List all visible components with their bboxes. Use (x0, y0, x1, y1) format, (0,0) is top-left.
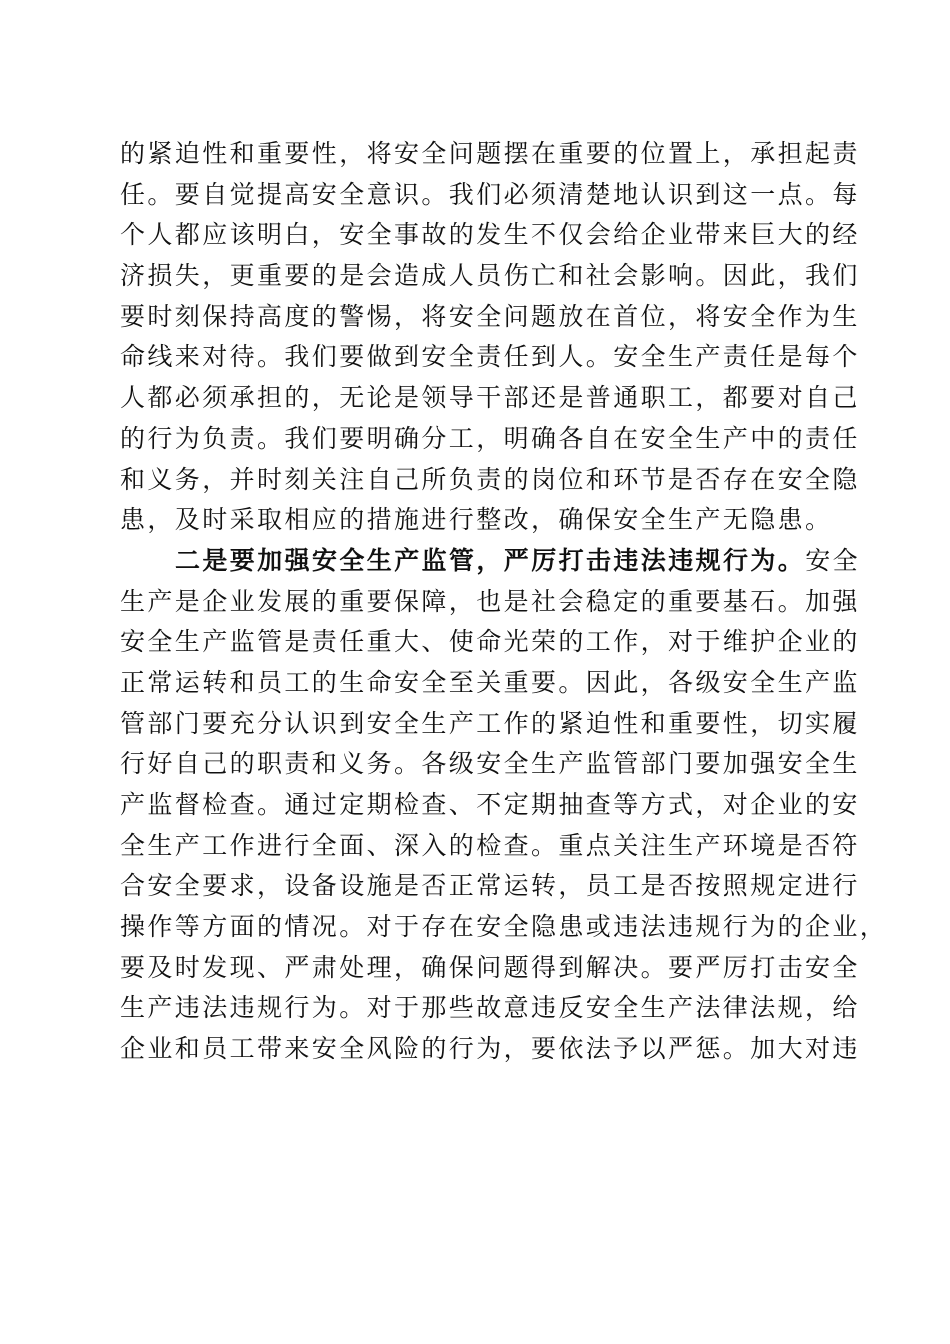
text-line: 济损失，更重要的是会造成人员伤亡和社会影响。因此，我们 (120, 261, 860, 291)
text-fragment: 安全 (805, 545, 861, 575)
text-line: 正常运转和员工的生命安全至关重要。因此，各级安全生产监 (120, 667, 860, 697)
body-text (120, 134, 888, 1070)
section-lead-heading: 二是要加强安全生产监管，严厉打击违法违规行为。 (175, 545, 806, 575)
text-line: 操作等方面的情况。对于存在安全隐患或违法违规行为的企业， (120, 912, 888, 942)
text-line: 患，及时采取相应的措施进行整改，确保安全生产无隐患。 (120, 505, 833, 535)
text-line: 个人都应该明白，安全事故的发生不仅会给企业带来巨大的经 (120, 220, 860, 250)
paragraph-2 (120, 541, 888, 1070)
text-line: 合安全要求，设备设施是否正常运转，员工是否按照规定进行 (120, 871, 860, 901)
text-line: 生产违法违规行为。对于那些故意违反安全生产法律法规，给 (120, 993, 860, 1023)
text-line: 和义务，并时刻关注自己所负责的岗位和环节是否存在安全隐 (120, 464, 860, 494)
text-line: 安全生产监管是责任重大、使命光荣的工作，对于维护企业的 (120, 627, 860, 657)
text-line: 管部门要充分认识到安全生产工作的紧迫性和重要性，切实履 (120, 708, 860, 738)
text-line: 要及时发现、严肃处理，确保问题得到解决。要严厉打击安全 (120, 952, 860, 982)
text-line: 命线来对待。我们要做到安全责任到人。安全生产责任是每个 (120, 342, 860, 372)
text-line: 任。要自觉提高安全意识。我们必须清楚地认识到这一点。每 (120, 179, 860, 209)
text-line: 企业和员工带来安全风险的行为，要依法予以严惩。加大对违 (120, 1034, 860, 1064)
text-line: 行好自己的职责和义务。各级安全生产监管部门要加强安全生 (120, 749, 860, 779)
text-line: 的紧迫性和重要性，将安全问题摆在重要的位置上，承担起责 (120, 139, 860, 168)
text-line: 产监督检查。通过定期检查、不定期抽查等方式，对企业的安 (120, 790, 860, 819)
text-line: 全生产工作进行全面、深入的检查。重点关注生产环境是否符 (120, 830, 860, 860)
text-line: 人都必须承担的，无论是领导干部还是普通职工，都要对自己 (120, 383, 860, 413)
text-line: 要时刻保持高度的警惕，将安全问题放在首位，将安全作为生 (120, 301, 860, 331)
paragraph-1 (120, 134, 860, 541)
text-line: 的行为负责。我们要明确分工，明确各自在安全生产中的责任 (120, 423, 860, 453)
text-line-first (120, 541, 861, 582)
text-line: 生产是企业发展的重要保障，也是社会稳定的重要基石。加强 (120, 586, 860, 616)
